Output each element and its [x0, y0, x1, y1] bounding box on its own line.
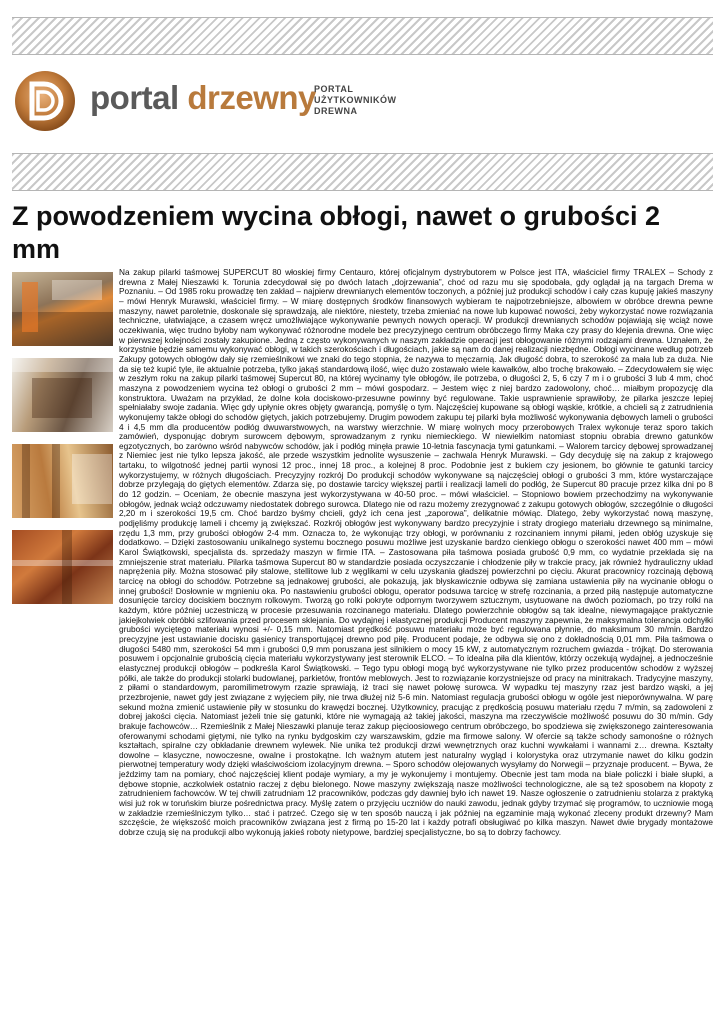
portal-drzewny-logo-icon [14, 70, 76, 132]
workshop-worker-photo[interactable] [12, 272, 113, 346]
photo-column [12, 272, 114, 616]
logo-word-part2: drzewny [187, 79, 316, 116]
site-logo[interactable] [14, 70, 434, 134]
wooden-stairs-photo[interactable] [12, 444, 113, 518]
spiral-stairs-photo[interactable] [12, 530, 113, 604]
tagline-line: DREWNA [314, 106, 358, 116]
mid-hatch-banner [12, 153, 713, 191]
top-hatch-banner [12, 17, 713, 55]
article-title: Z powodzeniem wycina obłogi, nawet o grubości 2 mm [12, 201, 661, 264]
logo-word-part1: portal [90, 79, 188, 116]
tagline-line: PORTAL [314, 84, 354, 94]
band-saw-photo[interactable] [12, 358, 113, 432]
logo-tagline [314, 84, 397, 117]
article-body: Na zakup pilarki taśmowej SUPERCUT 80 włoskiej firmy Centauro, której oficjalnym dystrybutorem w Polsce jest ITA, właściciel firmy TRALEX – Schody z drewna z Małej Nieszawki k. Torunia zdecydował się po dwóch latach „dojrzewania”, choć od razu mu się spodobała, gdy oglądał ją na targach Drema w Poznaniu. – Od 1985 roku prowadzę ten zakład – najpierw drewnianych elementów toczonych, a później już produkcji schodów i cały czas kupuję jakieś maszyny – mówi Henryk Murawski, właściciel firmy. – W miarę dostępnych środków finansowych wybieram te najpotrzebniejsze, albowiem w obróbce drewna pewne maszyny, nawet paroletnie, doskonale się sprawdzają, ale niektóre, niestety, trzeba zmieniać na nowe lub kupować nowości, żeby wykorzystać nowe rozwiązania techniczne, ułatwiające, a czasem wręcz umożliwiające wykonywanie pewnych nowych operacji. W produkcji drewnianych schodów pojawiają się wciąż nowe oczekiwania, więc trudno byłoby nam wykonywać różnorodne modele bez precyzyjnego centrum obróbczego firmy Maka czy prasy do klejenia drewna. One więc w pierwszej kolejności zostały zakupione. Jedną z często wykonywanych w naszym zakładzie operacji jest obłogowanie różnymi rodzajami drewna. Uznałem, że korzystnie będzie samemu wykonywać obłogi, w takich szerokościach i długościach, jakie są nam do danej realizacji niezbędne. Obłogi wycinane według potrzeb Zakupy gotowych obłogów dały się rzemieślnikowi we znaki do tego stopnia, że nazywa to męczarnią. Jak długość dobra, to szerokość za mała lub za duża. Nie da się też kupić tyle, ile aktualnie potrzeba, tylko jakąś standardową ilość, więc dużo zostawało wiele kawałków, albo trochę brakowało. – Zdecydowałem się więc w zeszłym roku na zakup pilarki taśmowej Supercut 80, na której wycinamy tyle obłogów, ile potrzeba, o długości 2, 5, 6 czy 7 m i o grubości 3 lub 4 mm, choć maszyna z powodzeniem wycina też obłogi o grubości 2 mm – mówi gospodarz. – Jestem więc z niej bardzo zadowolony, choć… miałbym propozycję dla konstruktora. Uważam na przykład, że dolne koła dociskowo-przesuwne powinny być regulowane. Takie usprawnienie sprawiłoby, że pilarka jeszcze lepiej spełniałaby swoje zadania. Więc gdy upłynie okres objęty gwarancją, pomyślę o tym. Najczęściej kupowane są obłogi wąskie, krótkie, a chcieli są z zatrudnienia wykonujemy także obłogi do schodów giętych, jakich potrzebujemy. Drugim powodem zakupu tej pilarki była możliwość wykonywania dębowych lameli o grubości 4 i 4,5 mm dla producentów podłóg dwuwarstwowych, na warstwy wierzchnie. W miarę wolnych mocy przerobowych Tralex wykonuje teraz sporo takich zamówień, dysponując dobrym surowcem dębowym, sprowadzanym z rynku niemieckiego. W niewielkim natomiast stopniu obrabia drewno gatunków egzotycznych, bo zarówno wśród nabywców schodów, jak i podłóg minęła prawie 10-letnia fascynacja tymi gatunkami. – Walorem tarcicy dębowej sprowadzanej z Niemiec jest nie tylko lepsza jakość, ale przede wszystkim jednolite wysuszenie – zachwala Henryk Murawski. – Gdy decyduję się na zakup z krajowego tartaku, to wilgotność jednej partii wynosi 12 proc., innej 18 proc., a kolejnej 8 proc. Podobnie jest z bukiem czy jesionem, bo głównie te gatunki tarcicy wykorzystujemy, w różnych długościach. Precyzyjny rozkrój Do produkcji schodów wykonywane są najczęściej obłogi o grubości 3 mm, które wystarczające dobrze przylegają do giętych elementów. Zdarza się, po dostawie tarcicy większej partii i realizacji lameli do podłóg, że Supercut 80 pracuje przez kilka dni po 8 do 12 godzin. – Oceniam, że obecnie maszyna jest wykorzystywana w 40-50 proc. – mówi właściciel. – Stopniowo bowiem przechodzimy na wykonywanie obłogów, jednak wciąż odczuwamy niedostatek dobrego surowca. Dlatego nie od razu możemy zrezygnować z zakupu gotowych obłogów, szczególnie o długości 2,20 m i szerokości 19,5 cm. Choć bardzo byśmy chcieli, gdyż ich cena jest „zaporowa”, delikatnie mówiąc. Dlatego, żeby wykorzystać nową maszynę, podjęliśmy produkcję lameli i chcemy ją zwiększać. Rozkrój obłogów jest wykonywany bardzo precyzyjnie i straty drogiego materiału drzewnego są minimalne, rzędu 1,3 mm, przy grubości obłogów 2-4 mm. Oznacza to, że wykonując trzy obłogi, w porównaniu z rozcinaniem innymi piłami, jeden obłóg uzyskuje się dodatkowo. – Dzięki zastosowaniu unikalnego systemu bocznego posuwu możliwe jest uzyskanie bardzo cienkiego obłogu o szerokości nawet 400 mm – mówi Karol Świątkowski, specjalista ds. sprzedaży maszyn w firmie ITA. – Zastosowana piła taśmowa posiada grubość 0,9 mm, co wydatnie przekłada się na zmniejszenie strat materiału. Pilarka taśmowa Supercut 80 w standardzie posiada oczyszczanie i chłodzenie piły w trakcie pracy, jak również hydrauliczny układ naprężenia piły. Można stosować piły stalowe, stellitowe lub z węglikami w celu uzyskania gładszej powierzchni po cięciu. Akurat pracownicy rozcinają dębową tarcicę na obłogi do schodów. Potrzebne są jednakowej grubości, ale pokazują, jak błyskawicznie odbywa się zamiana ustawienia piły na wycinanie obłogu o innej grubości! Dosłownie w mgnieniu oka. Po nastawieniu grubości obłogu, operator podsuwa tarcicę w strefę rozcinania, a przed piłą następuje automatyczne dosunięcie tarcicy dociskiem bocznym rolkowym. Tworzą go rolki pokryte odpornym tworzywem sztucznym, usytuowane na dwóch poziomach, po trzy rolki na każdym, które później uczestniczą w procesie przesuwania rozcinanego materiału. Dlatego powierzchnie obłogów są tak idealne, niewymagające praktycznie jakiejkolwiek obróbki szlifowania przed procesem sklejania. Do wydajnej i elastycznej produkcji Producent maszyny zapewnia, że maksymalna tolerancja odchyłki grubości wyciętego materiału wynosi +/- 0,15 mm. Natomiast prędkość posuwu materiału może być regulowana płynnie, do maksimum 30 m/min. Bardzo precyzyjne jest ustawianie docisku gąsienicy transportującej drewno pod piłę. Producent podaje, że odbywa się ono z dokładnością 0,01 mm. Piła taśmowa o długości 5480 mm, szerokości 54 mm i grubości 0,9 mm poruszana jest silnikiem o mocy 15 kW, z automatycznym rozruchem gwiazda - trójkąt. Do sterowania posuwem i opcjonalnie grubością cięcia materiału wykorzystywany jest sterownik ELCO. – To idealna piła dla klientów, którzy oczekują wydajnej, a jednocześnie elastycznej produkcji obłogów – podkreśla Karol Świątkowski. – Tego typu obłogi mogą być wykorzystywane nie tylko przez producentów schodów z wyższej półki, ale także do produkcji stolarki budowlanej, parkietów, frontów meblowych. Jest to rozwiązanie korzystniejsze od pracy na minitrakach. Tradycyjne maszyny, z piłami o standardowym, paromilimetrowym rzazie sprawiają, iż traci się nawet połowę surowca. W wypadku tej maszyny rzaz jest bardzo wąski, a jej przezbrojenie, nawet gdy jest związane z wyjęciem piły, nie trwa dłużej niż 5-6 min. Natomiast regulacja grubości obłogu w ogóle jest nieporównywalna. W parę sekund można zmienić ustawienie piły w stosunku do krawędzi bocznej. Użytkownicy, pracując z prędkością posuwu materiału rzędu 7 m/min, są zadowoleni z dobrej jakości cięcia. Natomiast jeżeli tnie się gatunki, które nie wymagają aż takiej jakości, maszyna ma rzeczywiście możliwość posuwu do 30 m/min. Gdy brakuje fachowców… Rzemieślnik z Małej Nieszawki planuje teraz zakup pięcioosiowego centrum obróbczego, bo spodziewa się zwiększonego zainteresowania oferowanymi schodami giętymi, nie tylko na rynku bydgoskim czy warszawskim, gdzie ma firmowe salony. W ofercie są także schody samonośne o różnych kształtach, spiralne czy obkładanie drewnem wylewek. Nie unika też produkcji drzwi wewnętrznych oraz kuchni wywkałami i wannami z… drewna. Kształty dowolne – klasyczne, nowoczesne, owalne i prostokątne. Ich ważnym atutem jest naturalny wygląd i kolorystyka oraz utrzymanie nawet do kilku godzin pierwotnej temperatury wody dzięki właściwościom izolacyjnym drewna. – Sporo schodów olejowanych wysyłamy do Norwegii – przyznaje producent. – Bywa, że jeździmy tam na pomiary, choć najczęściej klient podaje wymiary, a my je wykonujemy i montujemy. Obecnie jest tam moda na białe policzki i białe słupki, a dębowe stopnie, aczkolwiek ostatnio raczej z dębu bielonego. Nowe maszyny zwiększają nasze możliwości technologiczne, ale są też sposobem na kłopoty z zatrudnieniem fachowców. W tej chwili zatrudniam 12 pracowników, podczas gdy dawniej było ich nawet 19. Nasze ogłoszenie o zatrudnieniu stolarza z praktyką wisi już rok w toruńskim biurze pośrednictwa pracy. Myślę zatem o przyjęciu uczniów do nauki zawodu, jednak gdyby trzymać się programów, to uczniowie mogą w zakładzie rzemieślniczym tylko… stać i patrzeć. Czego się w ten sposób nauczą i jak później na egzaminie mają wykonać zleceny produkt drzewny? Mam szczęście, że większość moich pracowników związana jest z firmą po 15-20 lat i każdy potrafi obsługiwać po kilka maszyn. Nawet dwie brygady montażowe dobrze czują się na produkcji albo wykonują jakieś roboty nietypowe, bardziej specjalistyczne, bo są to dobrzy fachowcy. [119, 267, 713, 838]
logo-wordmark [90, 78, 316, 118]
tagline-line: UŻYTKOWNIKÓW [314, 95, 397, 105]
